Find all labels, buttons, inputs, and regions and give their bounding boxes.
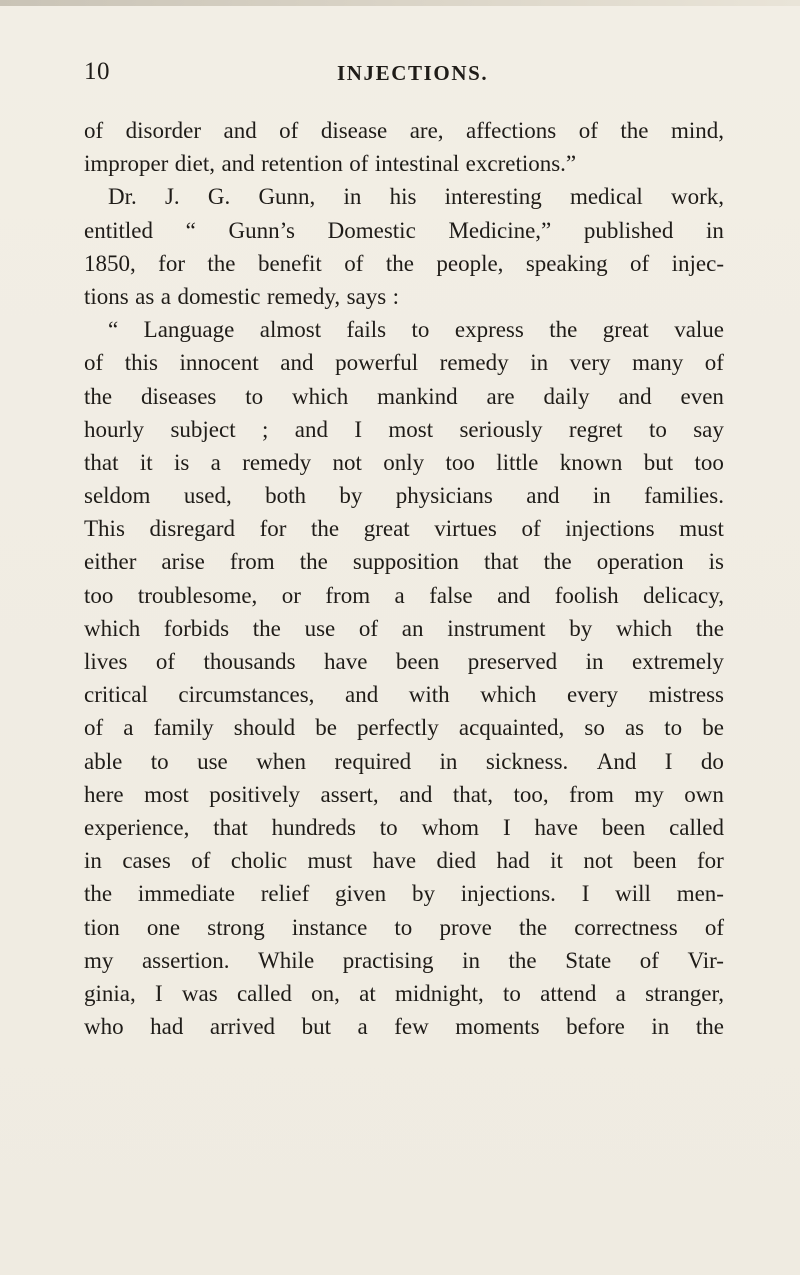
word: will bbox=[615, 881, 651, 907]
word: my bbox=[84, 947, 114, 973]
word: forbids bbox=[163, 615, 230, 641]
word: to bbox=[245, 383, 264, 409]
word: this bbox=[124, 350, 158, 376]
word: before bbox=[566, 1014, 625, 1040]
word: remedy bbox=[439, 350, 509, 376]
word: which bbox=[292, 383, 349, 409]
word: the bbox=[84, 383, 113, 409]
word: an bbox=[401, 615, 424, 641]
word: virtues bbox=[434, 516, 497, 542]
word: mind, bbox=[670, 118, 724, 143]
word: almost bbox=[259, 317, 322, 343]
word: who bbox=[84, 1014, 124, 1040]
body-text bbox=[84, 114, 724, 1043]
word: a bbox=[123, 715, 134, 741]
word: And bbox=[596, 748, 637, 774]
word: it bbox=[550, 848, 563, 874]
word: supposition bbox=[352, 549, 459, 575]
text-line bbox=[84, 645, 724, 678]
word: of bbox=[704, 914, 724, 940]
word: the bbox=[299, 549, 328, 575]
word: a bbox=[615, 980, 626, 1006]
word: of bbox=[358, 615, 379, 641]
word: the bbox=[84, 881, 113, 907]
word: on, bbox=[311, 980, 340, 1006]
word: which bbox=[615, 615, 673, 641]
word: and bbox=[618, 383, 652, 409]
word: arrived bbox=[209, 1014, 276, 1040]
word: lives bbox=[84, 649, 128, 674]
text-line bbox=[84, 911, 724, 944]
word: stranger, bbox=[645, 980, 724, 1006]
word: of bbox=[279, 118, 299, 143]
word: While bbox=[258, 947, 315, 973]
word: had bbox=[496, 848, 530, 874]
text-line bbox=[84, 579, 724, 612]
word: by bbox=[339, 483, 363, 509]
word: G. bbox=[207, 184, 231, 210]
word: a bbox=[160, 283, 171, 309]
word: entitled bbox=[84, 217, 153, 243]
word: when bbox=[256, 748, 307, 774]
word: the bbox=[252, 615, 281, 641]
word: in bbox=[439, 748, 458, 774]
text-line bbox=[84, 711, 724, 744]
text-line bbox=[84, 844, 724, 877]
word: circumstances, bbox=[178, 682, 315, 708]
word: of bbox=[349, 151, 369, 177]
word: mistress bbox=[648, 682, 724, 708]
word: to bbox=[394, 914, 413, 940]
word: very bbox=[569, 350, 611, 376]
word: ; bbox=[261, 416, 269, 442]
word: should bbox=[233, 715, 296, 741]
word: either bbox=[84, 549, 137, 575]
word: or bbox=[281, 582, 301, 608]
word: every bbox=[566, 682, 619, 708]
word: too, bbox=[513, 781, 549, 807]
word: moments bbox=[455, 1014, 540, 1040]
word: the bbox=[385, 250, 414, 276]
word: use bbox=[304, 615, 336, 641]
word: as bbox=[624, 715, 645, 741]
word: only bbox=[383, 449, 425, 475]
text-line bbox=[84, 745, 724, 778]
word: been bbox=[395, 649, 440, 674]
text-line bbox=[84, 944, 724, 977]
word: to bbox=[648, 416, 667, 442]
text-line bbox=[84, 280, 724, 313]
word: of bbox=[84, 118, 104, 143]
word: required bbox=[334, 748, 412, 774]
page-number: 10 bbox=[84, 58, 110, 85]
word: most bbox=[388, 416, 434, 442]
word: work, bbox=[670, 184, 724, 210]
word: in bbox=[592, 483, 611, 509]
word: instance bbox=[291, 914, 368, 940]
word: midnight, bbox=[394, 980, 484, 1006]
word: the bbox=[311, 516, 340, 542]
text-line bbox=[84, 313, 724, 346]
word: daily bbox=[543, 383, 590, 409]
word: affections bbox=[466, 118, 557, 143]
word: must bbox=[307, 848, 353, 874]
text-line bbox=[84, 512, 724, 545]
word: one bbox=[146, 914, 181, 940]
text-line bbox=[84, 612, 724, 645]
word: attend bbox=[540, 980, 597, 1006]
word: have bbox=[534, 814, 578, 840]
text-line bbox=[84, 678, 724, 711]
word: able bbox=[84, 748, 123, 774]
word: preserved bbox=[467, 649, 558, 674]
text-line bbox=[84, 413, 724, 446]
word: for bbox=[259, 516, 287, 542]
word: sickness. bbox=[485, 748, 569, 774]
word: extremely bbox=[631, 649, 724, 674]
word: regret bbox=[568, 416, 623, 442]
word: from bbox=[325, 582, 371, 608]
text-line bbox=[84, 346, 724, 379]
word: to bbox=[150, 748, 169, 774]
word: Language bbox=[143, 317, 235, 343]
word: called bbox=[669, 814, 724, 840]
word: : bbox=[392, 283, 400, 309]
text-line bbox=[84, 180, 724, 213]
word: died bbox=[436, 848, 477, 874]
word: and bbox=[221, 151, 255, 177]
word: the bbox=[695, 615, 724, 641]
word: and bbox=[280, 350, 314, 376]
text-line bbox=[84, 114, 724, 147]
word: “ bbox=[108, 317, 119, 343]
word: whom bbox=[421, 814, 480, 840]
word: the bbox=[508, 947, 537, 973]
word: from bbox=[229, 549, 275, 575]
word: in bbox=[462, 947, 480, 973]
word: of bbox=[155, 649, 176, 674]
word: injections bbox=[565, 516, 655, 542]
word: arise bbox=[161, 549, 205, 575]
word: State bbox=[565, 947, 612, 973]
word: that bbox=[484, 549, 519, 575]
word: delicacy, bbox=[643, 582, 724, 608]
word: not bbox=[332, 449, 362, 475]
word: critical bbox=[84, 682, 148, 708]
word: and bbox=[526, 483, 560, 509]
word: seldom bbox=[84, 483, 151, 509]
word: which bbox=[84, 615, 141, 641]
word: cholic bbox=[230, 848, 288, 874]
word: and bbox=[497, 582, 531, 608]
word: 1850, bbox=[84, 250, 136, 276]
word: of bbox=[578, 118, 598, 143]
word: ginia, bbox=[84, 980, 136, 1006]
word: here bbox=[84, 781, 124, 807]
word: false bbox=[429, 582, 473, 608]
word: for bbox=[158, 250, 185, 276]
word: that bbox=[84, 449, 119, 475]
word: says bbox=[346, 283, 387, 309]
word: been bbox=[601, 814, 646, 840]
word: value bbox=[674, 317, 724, 343]
word: of bbox=[191, 848, 211, 874]
word: that, bbox=[452, 781, 494, 807]
word: men- bbox=[676, 881, 724, 907]
word: people, bbox=[436, 250, 504, 276]
word: operation bbox=[596, 549, 684, 575]
word: must bbox=[679, 516, 724, 542]
word: troublesome, bbox=[137, 582, 258, 608]
word: own bbox=[684, 781, 724, 807]
word: strong bbox=[207, 914, 265, 940]
word: This bbox=[84, 516, 125, 542]
word: in bbox=[585, 649, 604, 674]
word: cases bbox=[122, 848, 171, 874]
word: innocent bbox=[179, 350, 259, 376]
text-line bbox=[84, 778, 724, 811]
word: Vir- bbox=[687, 947, 724, 973]
word: too bbox=[84, 582, 114, 608]
word: the bbox=[549, 317, 578, 343]
word: the bbox=[207, 250, 236, 276]
word: so bbox=[584, 715, 605, 741]
word: is bbox=[173, 449, 190, 475]
word: speaking bbox=[525, 250, 608, 276]
word: in bbox=[530, 350, 549, 376]
word: Dr. bbox=[108, 184, 137, 210]
word: are bbox=[486, 383, 515, 409]
word: perfectly bbox=[357, 715, 439, 741]
word: practising bbox=[342, 947, 434, 973]
word: of bbox=[84, 350, 104, 376]
word: with bbox=[408, 682, 450, 708]
word: are, bbox=[409, 118, 444, 143]
text-line bbox=[84, 545, 724, 578]
word: powerful bbox=[335, 350, 419, 376]
word: it bbox=[139, 449, 153, 475]
text-line bbox=[84, 147, 724, 180]
word: tion bbox=[84, 914, 120, 940]
word: is bbox=[708, 549, 724, 575]
word: of bbox=[84, 715, 104, 741]
word: the bbox=[620, 118, 649, 143]
word: correctness bbox=[574, 914, 678, 940]
word: too bbox=[694, 449, 724, 475]
word: J. bbox=[164, 184, 180, 210]
word: to bbox=[379, 814, 398, 840]
word: diet, bbox=[174, 151, 215, 177]
word: disease bbox=[320, 118, 388, 143]
word: in bbox=[706, 217, 724, 243]
word: physicians bbox=[395, 483, 493, 509]
word: by bbox=[569, 615, 593, 641]
text-line bbox=[84, 380, 724, 413]
word: which bbox=[480, 682, 537, 708]
word: be bbox=[315, 715, 337, 741]
word: positively bbox=[209, 781, 301, 807]
word: for bbox=[697, 848, 724, 874]
word: diseases bbox=[141, 383, 217, 409]
word: of bbox=[344, 250, 364, 276]
word: by bbox=[411, 881, 435, 907]
word: subject bbox=[170, 416, 236, 442]
word: but bbox=[301, 1014, 331, 1040]
text-line bbox=[84, 446, 724, 479]
word: interesting bbox=[444, 184, 542, 210]
text-line bbox=[84, 811, 724, 844]
word: of bbox=[630, 250, 650, 276]
word: retention bbox=[261, 151, 343, 177]
word: as bbox=[135, 283, 155, 309]
text-line bbox=[84, 214, 724, 247]
text-line bbox=[84, 977, 724, 1010]
word: thousands bbox=[203, 649, 296, 674]
word: published bbox=[583, 217, 674, 243]
word: too bbox=[445, 449, 475, 475]
word: remedy, bbox=[266, 283, 341, 309]
word: express bbox=[454, 317, 524, 343]
word: foolish bbox=[554, 582, 619, 608]
word: of bbox=[704, 350, 724, 376]
word: both bbox=[265, 483, 307, 509]
word: been bbox=[633, 848, 677, 874]
word: great bbox=[363, 516, 410, 542]
word: I bbox=[664, 748, 673, 774]
word: have bbox=[372, 848, 417, 874]
page-top-edge bbox=[0, 0, 800, 6]
word: was bbox=[181, 980, 218, 1006]
word: I bbox=[155, 980, 163, 1006]
word: remedy bbox=[242, 449, 312, 475]
word: known bbox=[559, 449, 623, 475]
word: disregard bbox=[149, 516, 236, 542]
word: have bbox=[323, 649, 368, 674]
word: acquainted, bbox=[458, 715, 565, 741]
word: “ bbox=[185, 217, 196, 243]
word: benefit bbox=[257, 250, 322, 276]
word: instrument bbox=[447, 615, 546, 641]
word: not bbox=[583, 848, 613, 874]
word: hourly bbox=[84, 416, 145, 442]
word: and bbox=[223, 118, 257, 143]
word: do bbox=[700, 748, 724, 774]
word: assertion. bbox=[141, 947, 230, 973]
word: his bbox=[389, 184, 417, 210]
word: in bbox=[651, 1014, 670, 1040]
word: and bbox=[399, 781, 433, 807]
word: say bbox=[693, 416, 724, 442]
word: hundreds bbox=[271, 814, 356, 840]
word: intestinal bbox=[374, 151, 460, 177]
word: tions bbox=[84, 283, 129, 309]
word: Gunn’s bbox=[228, 217, 295, 243]
word: in bbox=[84, 848, 102, 874]
running-head bbox=[84, 56, 724, 92]
word: called bbox=[236, 980, 292, 1006]
word: even bbox=[680, 383, 724, 409]
word: relief bbox=[260, 881, 310, 907]
word: a bbox=[357, 1014, 368, 1040]
word: immediate bbox=[137, 881, 235, 907]
word: injections. bbox=[460, 881, 556, 907]
word: family bbox=[153, 715, 214, 741]
word: excretions.” bbox=[465, 151, 577, 177]
word: given bbox=[335, 881, 387, 907]
word: I bbox=[581, 881, 590, 907]
word: families. bbox=[644, 483, 724, 509]
word: few bbox=[394, 1014, 429, 1040]
word: experience, bbox=[84, 814, 190, 840]
word: great bbox=[602, 317, 649, 343]
word: be bbox=[702, 715, 724, 741]
word: Domestic bbox=[327, 217, 416, 243]
word: improper bbox=[84, 151, 169, 177]
text-line bbox=[84, 1010, 724, 1043]
word: assert, bbox=[320, 781, 379, 807]
word: to bbox=[664, 715, 683, 741]
word: a bbox=[210, 449, 221, 475]
word: to bbox=[411, 317, 430, 343]
word: and bbox=[294, 416, 328, 442]
text-line bbox=[84, 877, 724, 910]
word: most bbox=[144, 781, 189, 807]
word: from bbox=[569, 781, 614, 807]
word: of bbox=[639, 947, 659, 973]
text-line bbox=[84, 479, 724, 512]
word: fails bbox=[346, 317, 387, 343]
word: a bbox=[394, 582, 405, 608]
word: domestic bbox=[177, 283, 261, 309]
word: I bbox=[502, 814, 511, 840]
word: seriously bbox=[459, 416, 543, 442]
word: the bbox=[543, 549, 572, 575]
word: at bbox=[359, 980, 376, 1006]
word: disorder bbox=[125, 118, 202, 143]
word: many bbox=[632, 350, 684, 376]
word: in bbox=[343, 184, 362, 210]
running-title: INJECTIONS. bbox=[337, 61, 489, 85]
text-line bbox=[84, 247, 724, 280]
word: I bbox=[354, 416, 362, 442]
word: Gunn, bbox=[258, 184, 316, 210]
word: Medicine,” bbox=[448, 217, 552, 243]
word: use bbox=[197, 748, 228, 774]
word: of bbox=[521, 516, 541, 542]
word: mankind bbox=[377, 383, 458, 409]
word: that bbox=[213, 814, 248, 840]
word: had bbox=[150, 1014, 184, 1040]
word: the bbox=[518, 914, 548, 940]
word: the bbox=[695, 1014, 724, 1040]
word: used, bbox=[183, 483, 232, 509]
word: my bbox=[634, 781, 664, 807]
word: but bbox=[643, 449, 674, 475]
word: to bbox=[503, 980, 521, 1006]
word: injec- bbox=[671, 250, 724, 276]
word: prove bbox=[439, 914, 492, 940]
word: and bbox=[344, 682, 379, 708]
word: little bbox=[496, 449, 539, 475]
word: medical bbox=[569, 184, 643, 210]
